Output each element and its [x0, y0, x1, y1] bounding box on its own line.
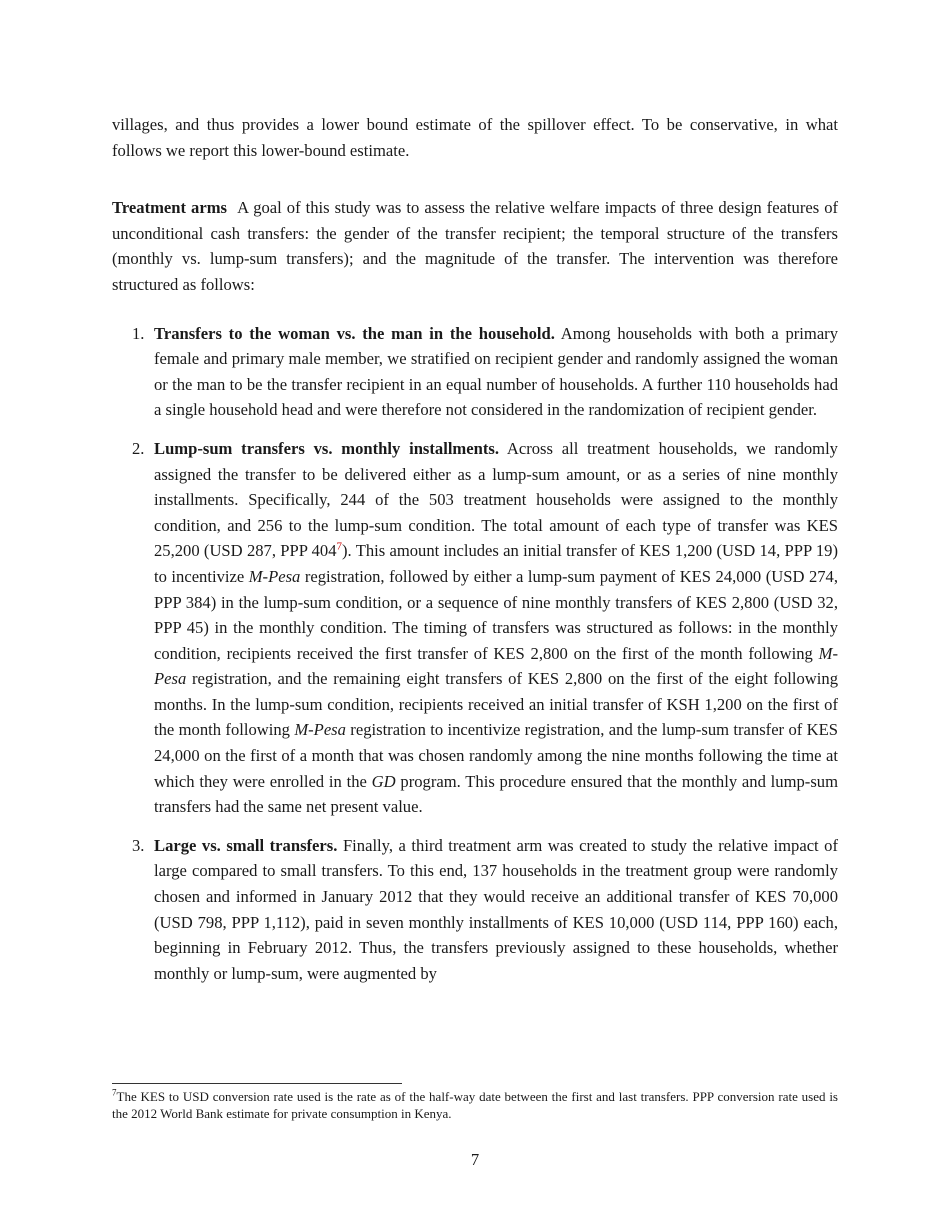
list-item-lead: Transfers to the woman vs. the man in the household.	[154, 323, 555, 343]
treatment-arms-text: A goal of this study was to assess the relative welfare impacts of three design features of unconditional cash transfers: the gender of the transfer recipient; the temporal structure of the transfers (monthly vs. lump-sum transfers); and the magnitude of the transfer. The intervention was therefore structured as follows:	[112, 198, 839, 294]
treatment-arms-heading: Treatment arms	[112, 198, 227, 218]
mpesa-term: M-Pesa	[294, 720, 346, 740]
mpesa-term: M-Pesa	[248, 566, 301, 586]
gd-term: GD	[371, 771, 396, 791]
list-item-text: registration to incentivize registration, and the lump-sum transfer of KES 24,000 on the first of a month that was chosen randomly among the nine months following the time at which they were enrolled in the	[154, 720, 838, 791]
footnote-marker: 7	[112, 1087, 117, 1098]
footnote	[112, 1088, 838, 1122]
intro-paragraph: villages, and thus provides a lower bound estimate of the spillover effect. To be conservative, in what follows we report this lower-bound estimate.	[112, 115, 838, 160]
list-item	[112, 321, 838, 423]
mpesa-term: M-Pesa	[154, 643, 838, 689]
list-item-text: registration, followed by either a lump-sum payment of KES 24,000 (USD 274, PPP 384) in the lump-sum condition, or a sequence of nine monthly transfers of KES 2,800 (USD 32, PPP 45) in the monthly condition. The timing of transfers was structured as follows: in the monthly condition, recipients received the first transfer of KES 2,800 on the first of the month following	[154, 566, 838, 663]
list-item-text: Across all treatment households, we randomly assigned the transfer to be delivered either as a lump-sum amount, or as a series of nine monthly installments. Specifically, 244 of the 503 treatment households were assigned to the monthly condition, and 256 to the lump-sum condition. The total amount of each type of transfer was KES 25,200 (USD 287, PPP 404	[154, 438, 838, 561]
page-number: 7	[470, 1150, 480, 1169]
footnote-text: The KES to USD conversion rate used is the rate as of the half-way date between the first and last transfers. PPP conversion rate used is the 2012 World Bank estimate for private consumption in Kenya.	[112, 1089, 838, 1121]
treatment-arms-paragraph	[112, 195, 838, 297]
list-item-lead: Lump-sum transfers vs. monthly installments.	[154, 438, 499, 458]
footnote-divider	[112, 1083, 402, 1084]
list-item-text: registration, and the remaining eight transfers of KES 2,800 on the first of the eight following months. In the lump-sum condition, recipients received an initial transfer of KSH 1,200 on the first of the month following	[154, 669, 838, 740]
list-item-number: 3.	[132, 835, 145, 855]
list-item-number: 1.	[132, 323, 145, 343]
list-item-lead: Large vs. small transfers.	[154, 835, 338, 855]
list-item-text: Among households with both a primary female and primary male member, we stratified on recipient gender and randomly assigned the woman or the man to be the transfer recipient in an equal number of households. A further 110 households had a single household head and were therefore not considered in the randomization of recipient gender.	[154, 323, 839, 420]
treatment-arms-list	[112, 321, 838, 987]
list-item	[112, 833, 838, 987]
list-item-text: program. This procedure ensured that the monthly and lump-sum transfers had the same net present value.	[154, 771, 838, 817]
list-item-text: ). This amount includes an initial transfer of KES 1,200 (USD 14, PPP 19) to incentivize	[154, 541, 838, 586]
list-item-text: Finally, a third treatment arm was created to study the relative impact of large compared to small transfers. To this end, 137 households in the treatment group were randomly chosen and informed in January 2012 that they would receive an additional transfer of KES 70,000 (USD 798, PPP 1,112), paid in seven monthly installments of KES 10,000 (USD 114, PPP 160) each, beginning in February 2012. Thus, the transfers previously assigned to these households, whether monthly or lump-sum, were augmented by	[154, 835, 839, 983]
footnote-link[interactable]: 7	[336, 540, 343, 553]
list-item	[112, 436, 838, 820]
page-body	[112, 112, 838, 999]
list-item-number: 2.	[132, 438, 145, 458]
